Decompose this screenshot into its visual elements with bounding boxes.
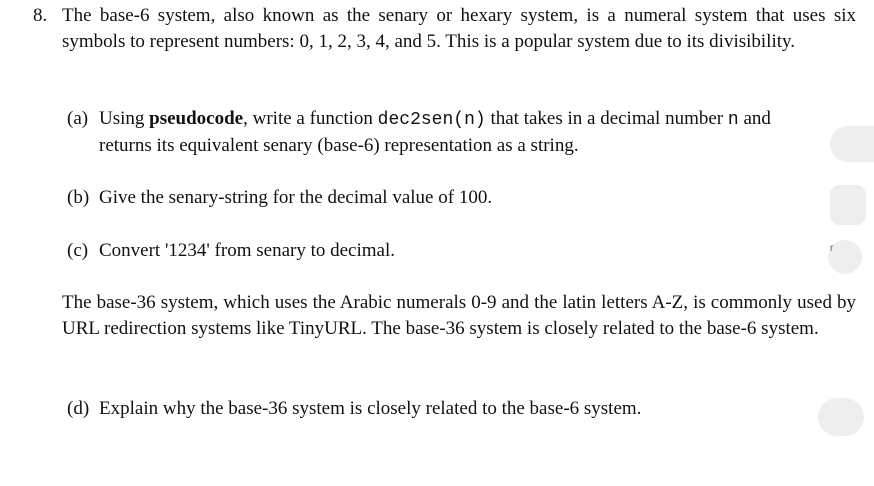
part-a-text-3: that takes in a decimal number bbox=[485, 108, 728, 129]
part-d-text: Explain why the base-36 system is closely related to the base-6 system. bbox=[99, 398, 642, 419]
scan-smudge bbox=[818, 398, 864, 436]
part-d bbox=[67, 396, 857, 422]
part-c-label: (c) bbox=[67, 240, 89, 261]
scan-mark: r bbox=[830, 243, 834, 254]
scan-smudge bbox=[830, 185, 866, 225]
part-b-label: (b) bbox=[67, 187, 90, 208]
part-a-text-4: returns its equivalent senary (base-6) representation as a string. bbox=[99, 135, 579, 156]
base36-paragraph: The base-36 system, which uses the Arabic numerals 0-9 and the latin letters A-Z, is commonly used by URL redirection systems like TinyURL. The base-36 system is closely related to the base-6 system. bbox=[62, 292, 856, 339]
part-a bbox=[67, 106, 857, 159]
part-b bbox=[67, 185, 857, 211]
part-a-function-name: dec2sen(n) bbox=[377, 110, 486, 130]
part-a-label: (a) bbox=[67, 108, 89, 129]
part-a-text-1: Using bbox=[99, 108, 150, 129]
question-intro: The base-6 system, also known as the senary or hexary system, is a numeral system that uses six symbols to represent numbers: 0, 1, 2, 3, 4, and 5. This is a popular system due to its divisibility. bbox=[62, 5, 856, 52]
part-b-text: Give the senary-string for the decimal value of 100. bbox=[99, 187, 493, 208]
part-a-bold: pseudocode bbox=[149, 108, 244, 129]
scan-smudge bbox=[830, 126, 874, 162]
part-a-variable: n bbox=[727, 110, 739, 130]
part-a-text-4a: and bbox=[738, 108, 771, 129]
part-d-label: (d) bbox=[67, 398, 90, 419]
part-a-text-2: , write a function bbox=[243, 108, 378, 129]
part-c-text: Convert '1234' from senary to decimal. bbox=[99, 240, 395, 261]
part-c bbox=[67, 238, 857, 264]
question-number: 8. bbox=[33, 5, 48, 26]
